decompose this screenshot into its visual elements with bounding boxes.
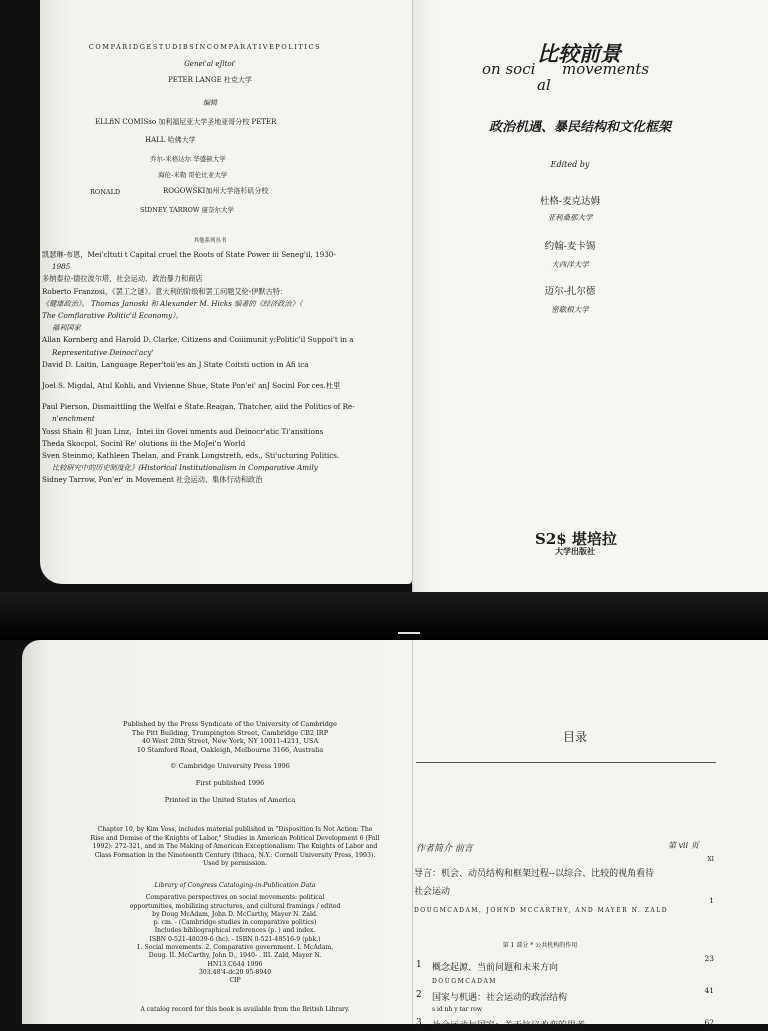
cip-line: ISBN 0-521-48039-6 (hc). - ISBN 0-521-48516-9 (pbk.) bbox=[149, 935, 321, 943]
contents-title: 目录 bbox=[562, 730, 587, 744]
book-entry: n'enchment bbox=[52, 414, 95, 424]
cover-editor-affiliation: 亚利桑那大学 bbox=[547, 213, 593, 222]
other-books-label: 其他系列丛书 bbox=[193, 238, 227, 244]
book-entry: Sidney Tarrow, Pon'er' in Movement 社会运动、集体行动和政治 bbox=[42, 475, 263, 485]
book-entry: Representative Deinoci'acy' bbox=[52, 347, 154, 357]
book-entry: David D. Laitin, Language Reper'toii'es an J State Coitsti uction in Afi ica bbox=[42, 359, 309, 369]
editor-line: 乔尔-米格达尔 华盛顿大学 bbox=[150, 155, 226, 163]
editor-line: ELLfiN COMISso 加利福尼亚大学圣地亚哥分校 PETER bbox=[95, 118, 277, 126]
english-title bbox=[482, 60, 682, 94]
english-title-part: on soci bbox=[482, 60, 536, 78]
cip-line: 303.48'4-dc20 95-8940 bbox=[198, 968, 272, 976]
toc-entry-authors: s id nh y tar row bbox=[432, 1006, 482, 1013]
cip-line: CIP bbox=[229, 977, 241, 985]
cip-heading: Library of Congress Cataloging-in-Publication Data bbox=[154, 882, 316, 889]
cover-editor-affiliation: 大西洋大学 bbox=[551, 260, 589, 269]
toc-entry-text[interactable]: 作者简介 前言 bbox=[416, 844, 473, 854]
toc-entry-text[interactable]: 社会运动 bbox=[414, 887, 451, 897]
series-title: COMPARIDGESTUDIBSINCOMPARATIVEPOLITICS bbox=[88, 43, 322, 51]
general-editor-name: PETER LANGE 杜克大学 bbox=[168, 76, 252, 84]
toc-entry-page: 第 vii 页 bbox=[668, 841, 699, 850]
cip-line: by Doug McAdam, John D. McCarthy, Mayer N. Zald. bbox=[152, 910, 318, 918]
cip-line: p. cm. - (Cambridge studies in comparative politics) bbox=[153, 919, 317, 927]
permission-note bbox=[85, 826, 385, 869]
toc-entry-number: 2 bbox=[416, 990, 422, 1000]
edited-by-label: Edited by bbox=[550, 160, 590, 169]
printed-in: Printed in the United States of America bbox=[164, 795, 296, 804]
permission-line: 1992): 272-321, and in The Making of American Exceptionalism: The Knights of Labor and bbox=[92, 843, 378, 851]
catalog-record-note: A catalog record for this book is available from the British Library. bbox=[140, 1006, 350, 1013]
toc-entry-page: XI bbox=[707, 856, 714, 863]
copyright-notice: © Cambridge University Press 1996 bbox=[170, 762, 290, 771]
first-published: First published 1996 bbox=[195, 778, 265, 787]
toc-entry-authors: DOUGMCADAM，JOHND MCCARTHY, AND MAYER N. ZALD bbox=[414, 907, 669, 914]
book-entry: The Comflarative Politic'il Economy）。 bbox=[42, 311, 183, 321]
cip-data bbox=[100, 882, 370, 986]
book-entry: 多纳泰拉-德拉波尔塔，社会运动、政治暴力和商店 bbox=[42, 274, 203, 284]
chinese-subtitle: 政治机遇、暴民结构和文化框架 bbox=[488, 120, 671, 135]
cip-line: opportunities, mobilizing structures, and cultural framings / edited bbox=[129, 902, 341, 910]
book-entry: Roberto Franzosi，《罢工之谜》。意大利的阶级和罢工问题艾伦-伊默古特： bbox=[42, 286, 288, 296]
other-books-list bbox=[42, 249, 367, 487]
editor-line: HALL 哈佛大学 bbox=[145, 136, 196, 144]
copyright-line: 10 Stamford Road, Oakleigh, Melbourne 3166, Australia bbox=[136, 745, 324, 754]
english-title-part: movements bbox=[562, 60, 650, 78]
toc-entry-text[interactable]: 社会运动与国家：关于抗议改变的思考 bbox=[432, 1021, 586, 1031]
editor-line: ROGOWSKI加州大学洛杉矶分校 bbox=[163, 187, 269, 195]
book-entry: 福利国家 bbox=[52, 323, 81, 333]
book-entry: 1985 bbox=[52, 262, 71, 272]
cip-line: Comparative perspectives on social movements: political bbox=[145, 894, 325, 902]
page-edge-mark bbox=[398, 632, 420, 634]
copyright-line: The Pitt Building, Trumpington Street, Cambridge CB2 IRP bbox=[131, 728, 329, 737]
cip-line: 1. Social movements. 2. Comparative government. I. McAdam, bbox=[136, 944, 334, 952]
toc-entry-number: 1 bbox=[416, 960, 422, 970]
chinese-title: 比较前景 bbox=[537, 41, 621, 66]
cover-editor-name: 杜格-麦克达姆 bbox=[539, 196, 601, 207]
editor-line: RONALD bbox=[90, 188, 121, 196]
page-gap bbox=[0, 592, 768, 640]
toc-part-heading: 第 1 部分 * 公共机构的作用 bbox=[502, 942, 578, 949]
cover-editor-affiliation: 密歇根大学 bbox=[551, 305, 589, 314]
book-entry: Joel S. Migdal, Atul Kohli, and Vivienne Shue, State Pon'ei' anJ Socinl For ces.杜里 bbox=[42, 381, 341, 391]
toc-entry-page: 62 bbox=[704, 1018, 714, 1027]
permission-line: Rise and Demise of the Knights of Labor," Studies in American Political Development 6 (Fall bbox=[90, 834, 380, 842]
cover-editor-name: 迈尔-扎尔德 bbox=[544, 286, 596, 297]
book-entry: 凯瑟琳-布恩，Mei'cltuti t Capital cruel the Roots of State Power iii Seneg'il, 1930- bbox=[42, 250, 336, 259]
book-entry: 《健康政治》。 Thomas Janoski 和 Alexander M. Hicks 编著的《经济政治》（ bbox=[42, 298, 303, 308]
toc-entry-page: 41 bbox=[704, 986, 714, 995]
editors-label: 编辑 bbox=[203, 99, 217, 107]
cover-editor-name: 约翰-麦卡锡 bbox=[544, 241, 596, 252]
editor-line: SIDNEY TARROW 康奈尔大学 bbox=[140, 206, 235, 214]
general-editor-label: Genei'al eJltoi' bbox=[184, 60, 236, 68]
toc-entry-page: 1 bbox=[709, 896, 714, 905]
contents-divider bbox=[416, 762, 716, 763]
publisher-logo: S2$ 堪培拉 bbox=[535, 530, 617, 548]
book-entry: Yossi Shain 和 Juan Linz，Intei iin Govei nments aud Deinocr'atic Ti'ansitions bbox=[42, 426, 324, 436]
toc-entry-number: 3 bbox=[416, 1018, 422, 1028]
copyright-publisher-block bbox=[100, 720, 360, 804]
toc-entry-text[interactable]: 导言：机会、动员结构和框架过程--以综合、比较的视角看待 bbox=[414, 869, 655, 879]
toc-entry-authors: DOUGMCADAM bbox=[432, 978, 497, 985]
permission-line: Used by permission. bbox=[203, 860, 267, 868]
toc-entry-text[interactable]: 概念起源、当前问题和未来方向 bbox=[432, 963, 559, 973]
toc-entry-page: 23 bbox=[704, 954, 714, 963]
book-entry: Sven Steinmo, Kathleen Thelan, and Frank Longstreth, eds., Sti'ucturing Politics. bbox=[42, 451, 340, 461]
book-entry: Allan Kornberg and Harold D. Clarke, Citizens and Coiiimunit y:Politic'il Suppoi't in a bbox=[42, 335, 354, 345]
publisher-subtitle: 大学出版社 bbox=[555, 546, 595, 556]
copyright-line: Published by the Press Syndicate of the University of Cambridge bbox=[123, 720, 337, 728]
toc-entry-text[interactable]: 国家与机遇：社会运动的政治结构 bbox=[432, 993, 568, 1003]
book-entry: Paul Pierson, Dismaittling the Welfai e State.Reagan, Thatcher, aiid the Politics of Re- bbox=[42, 402, 355, 412]
cip-line: Includes bibliographical references (p. ) and index. bbox=[154, 927, 316, 935]
english-title-part: al bbox=[537, 76, 551, 94]
book-entry: 比较研究中的历史制度化》(Historical Institutionalism in Comparative Amily bbox=[52, 463, 318, 473]
copyright-line: 40 West 20th Street, New York, NY 10011-4211, USA bbox=[141, 737, 319, 746]
cip-line: Doug. II. McCarthy, John D., 1940- . III. Zald, Mayer N. bbox=[148, 952, 322, 960]
permission-line: Class Formation in the Nineteenth Century (Ithaca, N.Y.: Cornell University Press, 1993). bbox=[94, 851, 376, 859]
book-entry: Theda Skocpol, Socinl Re' olutions iii the MoJei'n World bbox=[42, 438, 246, 448]
permission-line: Chapter 10, by Kim Voss, includes material published in "Disposition Is Not Action: The bbox=[97, 826, 373, 833]
cip-line: HN13.C644 1996 bbox=[207, 960, 263, 968]
editor-line: 海伦-米勒 哥伦比亚大学 bbox=[158, 171, 228, 179]
